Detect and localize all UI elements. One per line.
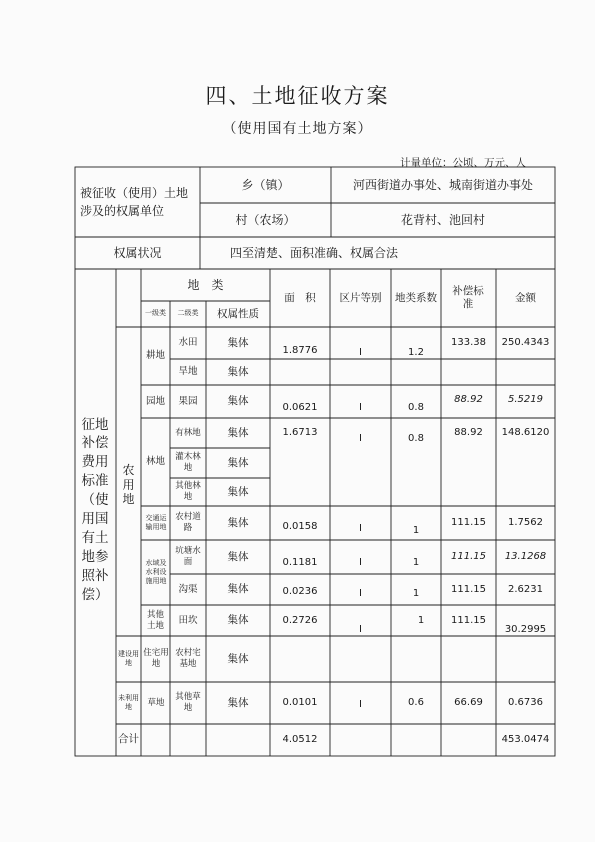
row-standard: 88.92 [454,394,483,405]
compensation-standard-label: 征地补偿费用标准（使用国有土地参照补偿） [81,416,109,603]
page-subtitle: （使用国有土地方案） [222,121,373,137]
row-ownership: 集体 [227,614,249,627]
row-l2: 坑塘水面 [175,546,201,567]
row-coef: 0.8 [408,402,424,413]
row-ownership: 集体 [227,652,249,665]
township-label: 乡（镇） [241,177,290,192]
row-l2: 沟渠 [178,583,198,595]
group-shuiyu: 水域及水利设施用地 [145,558,167,586]
row-l2: 其他林地 [175,481,201,502]
row-ownership: 集体 [227,516,249,529]
row-coef: 1 [417,614,425,626]
row-zone: Ⅰ [359,347,362,358]
group-qita: 其他土地 [146,609,164,631]
row-standard: 88.92 [454,427,483,438]
row-standard: 66.69 [454,697,483,708]
coef-header: 地类系数 [395,291,437,304]
row-area: 0.0101 [282,697,318,708]
row-amount: 148.6120 [501,427,550,438]
row-standard: 111.15 [451,614,486,626]
row-zone: Ⅰ [359,587,362,599]
amount-header: 金额 [515,291,536,304]
level1-header: 一级类 [145,309,166,318]
row-area: 0.1181 [282,557,318,568]
row-area: 0.2726 [282,614,318,626]
row-l2: 其他草地 [175,692,201,713]
row-l2: 农村宅基地 [175,648,201,669]
row-ownership: 集体 [227,485,249,498]
land-class-header: 地 类 [187,277,224,292]
rights-label: 权属状况 [113,245,162,260]
group-zhuzhai: 住宅用地 [143,648,169,669]
zone-header: 区片等别 [339,291,382,304]
row-ownership: 集体 [227,456,249,469]
ownership-header: 权属性质 [217,307,259,320]
row-coef: 1 [412,525,420,536]
row-l2: 农村道路 [175,512,201,533]
row-l2: 旱地 [178,366,198,378]
owner-label: 被征收（使用）土地涉及的权属单位 [80,186,189,218]
row-area: 1.8776 [282,345,318,356]
page-title: 四、土地征收方案 [205,84,390,108]
group-yuandi: 园地 [145,395,165,407]
level2-header: 二级类 [177,309,199,318]
row-area: 0.0236 [282,585,318,597]
total-amount: 453.0474 [501,734,550,745]
row-l2: 田坎 [178,614,198,626]
row-zone: Ⅰ [359,523,362,534]
group-gengdi: 耕地 [145,350,165,362]
row-amount: 5.5219 [508,394,543,405]
group-jiaotong: 交通运输用地 [145,513,167,531]
row-amount: 13.1268 [504,551,547,562]
rights-value: 四至清楚、面积准确、权属合法 [230,245,399,260]
row-l2: 有林地 [175,427,201,438]
row-ownership: 集体 [227,395,249,408]
village-label: 村（农场） [235,212,296,227]
row-zone: Ⅰ [359,699,362,710]
row-l2: 果园 [178,395,198,407]
row-l2: 水田 [178,337,198,349]
group-jianshe: 建设用地 [118,649,139,667]
row-coef: 1.2 [408,347,424,358]
group-lindi: 林地 [145,456,165,468]
row-standard: 111.15 [451,551,486,562]
row-ownership: 集体 [227,365,249,378]
row-amount: 1.7562 [508,517,543,528]
row-amount: 2.6231 [508,583,543,595]
row-amount: 30.2995 [504,623,547,635]
row-area: 1.6713 [282,427,318,438]
row-amount: 0.6736 [508,697,543,708]
row-standard: 133.38 [451,337,486,348]
row-amount: 250.4343 [501,337,550,348]
row-zone: Ⅰ [359,433,362,444]
row-ownership: 集体 [227,336,249,349]
row-ownership: 集体 [227,550,249,563]
row-ownership: 集体 [227,696,249,709]
agricultural-land-label: 农用地 [122,463,135,507]
row-coef: 0.6 [408,697,424,708]
row-zone: Ⅰ [359,623,362,635]
village-value: 花背村、池回村 [400,212,485,227]
row-area: 0.0158 [282,521,318,532]
row-coef: 1 [412,587,420,599]
township-value: 河西街道办事处、城南街道办事处 [352,177,533,192]
total-label: 合计 [118,733,139,746]
row-standard: 111.15 [451,517,486,528]
row-zone: Ⅰ [359,557,362,568]
row-zone: Ⅰ [359,402,362,413]
row-area: 0.0621 [282,402,318,413]
total-area: 4.0512 [282,734,318,745]
row-l2: 灌木林地 [175,452,201,473]
area-header: 面 积 [284,291,316,304]
row-ownership: 集体 [227,426,249,439]
group-caodi: 草地 [147,697,165,708]
standard-header: 补偿标准 [452,285,484,310]
row-coef: 0.8 [408,433,424,444]
row-standard: 111.15 [451,583,486,595]
row-coef: 1 [412,557,420,568]
measurement-unit: 计量单位：公顷、万元、人 [400,157,526,169]
group-weiliyong: 未利用地 [118,693,139,711]
row-ownership: 集体 [227,583,249,596]
